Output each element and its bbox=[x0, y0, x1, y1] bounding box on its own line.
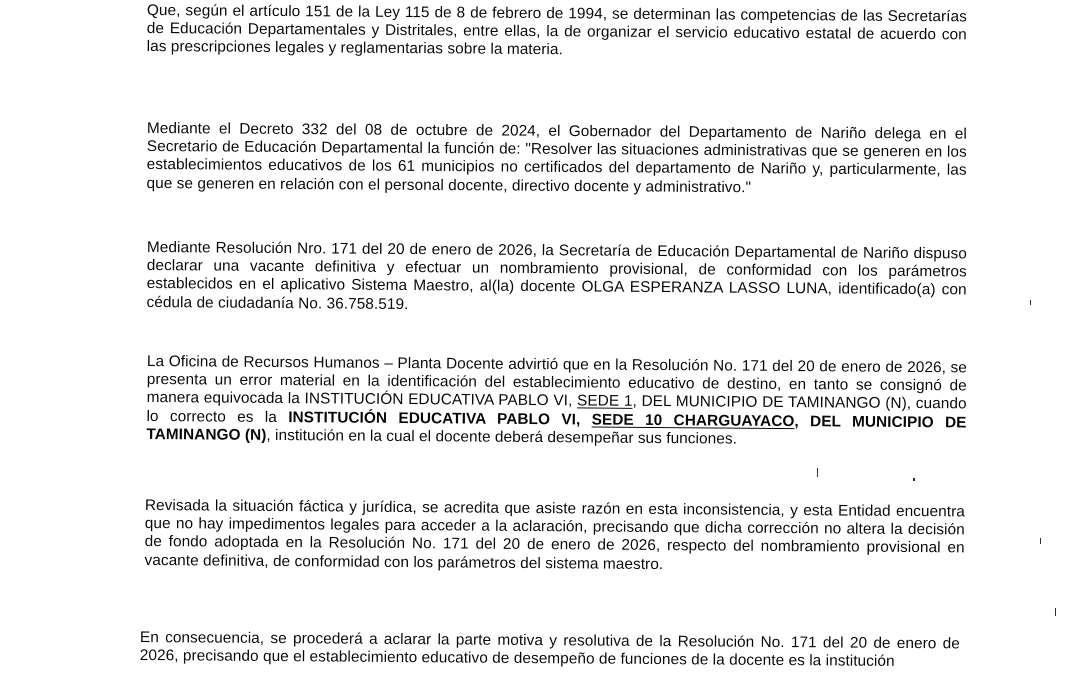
paragraph-resolucion-171: Mediante Resolución Nro. 171 del 20 de enero de 2026, la Secretaría de Educación Departamental de Nariño dispuso declarar una vacante definitiva y efectuar un nombramiento provisional, de conformidad con los parámetros establecidos en el aplicativo Sistema Maestro, al(la) docente OLGA ESPERANZA LASSO LUNA, identificado(a) con cédula de ciudadanía No. 36.758.519. bbox=[146, 239, 967, 313]
sede-correct: SEDE 10 CHARGUAYACO bbox=[591, 411, 795, 430]
scan-speck bbox=[1030, 300, 1031, 305]
scan-speck bbox=[1040, 538, 1041, 544]
institution-correct-bold: INSTITUCIÓN EDUCATIVA PABLO VI, bbox=[288, 408, 592, 429]
paragraph-decreto-332: Mediante el Decreto 332 del 08 de octubre de 2024, el Gobernador del Departamento de Nariño delega en el Secretario de Educación Departamental la función de: "Resolver las situaciones administrativas que se generen en los establecimientos educativos de los 61 municipios no certificados del departamento de Nariño y, particularmente, las que se generen en relación con el personal docente, directivo docente y administrativo." bbox=[146, 120, 967, 196]
paragraph-consecuencia: En consecuencia, se procederá a aclarar la parte motiva y resolutiva de la Resolución No. 171 del 20 de enero de 2026, precisando que el establecimiento educativo de desempeño de funciones de la docente es la institución bbox=[139, 629, 960, 671]
paragraph-revision: Revisada la situación fáctica y jurídica, se acredita que asiste razón en esta inconsistencia, y esta Entidad encuentra que no hay impedimentos legales para acceder a la aclaración, precisando que dicha corrección no altera la decisión de fondo adoptada en la Resolución No. 171 del 20 de enero de 2026, respecto del nombramiento provisional en vacante definitiva, de conformidad con los parámetros del sistema maestro. bbox=[144, 497, 965, 573]
scan-speck bbox=[817, 468, 818, 477]
paragraph-error-material bbox=[146, 353, 967, 450]
paragraph-4-text-1: La Oficina de Recursos Humanos – Planta Docente advirtió que en la Resolución No. 171 del 20 de enero de 2026, se presenta un error material en la identificación del establecimiento educativo de destino, en tanto se consignó de manera equivocada la INSTITUCIÓN EDUCATIVA PABLO VI, bbox=[146, 353, 967, 410]
paragraph-4-text-2: , DEL MUNICIPIO DE TAMINANGO (N), cuando lo correcto es la bbox=[146, 393, 967, 426]
scan-speck bbox=[1055, 608, 1056, 616]
paragraph-4-text-3: , institución en la cual el docente deberá desempeñar sus funciones. bbox=[266, 426, 738, 448]
sede-wrong: SEDE 1 bbox=[577, 392, 633, 411]
scan-speck bbox=[913, 478, 915, 481]
municipio-correct-bold: , DEL MUNICIPIO DE TAMINANGO (N) bbox=[146, 412, 967, 444]
paragraph-competencias: Que, según el artículo 151 de la Ley 115 de 8 de febrero de 1994, se determinan las competencias de las Secretarías de Educación Departamentales y Distritales, entre ellas, la de organizar el servicio educativo estatal de acuerdo con las prescripciones legales y reglamentarias sobre la materia. bbox=[146, 2, 967, 59]
